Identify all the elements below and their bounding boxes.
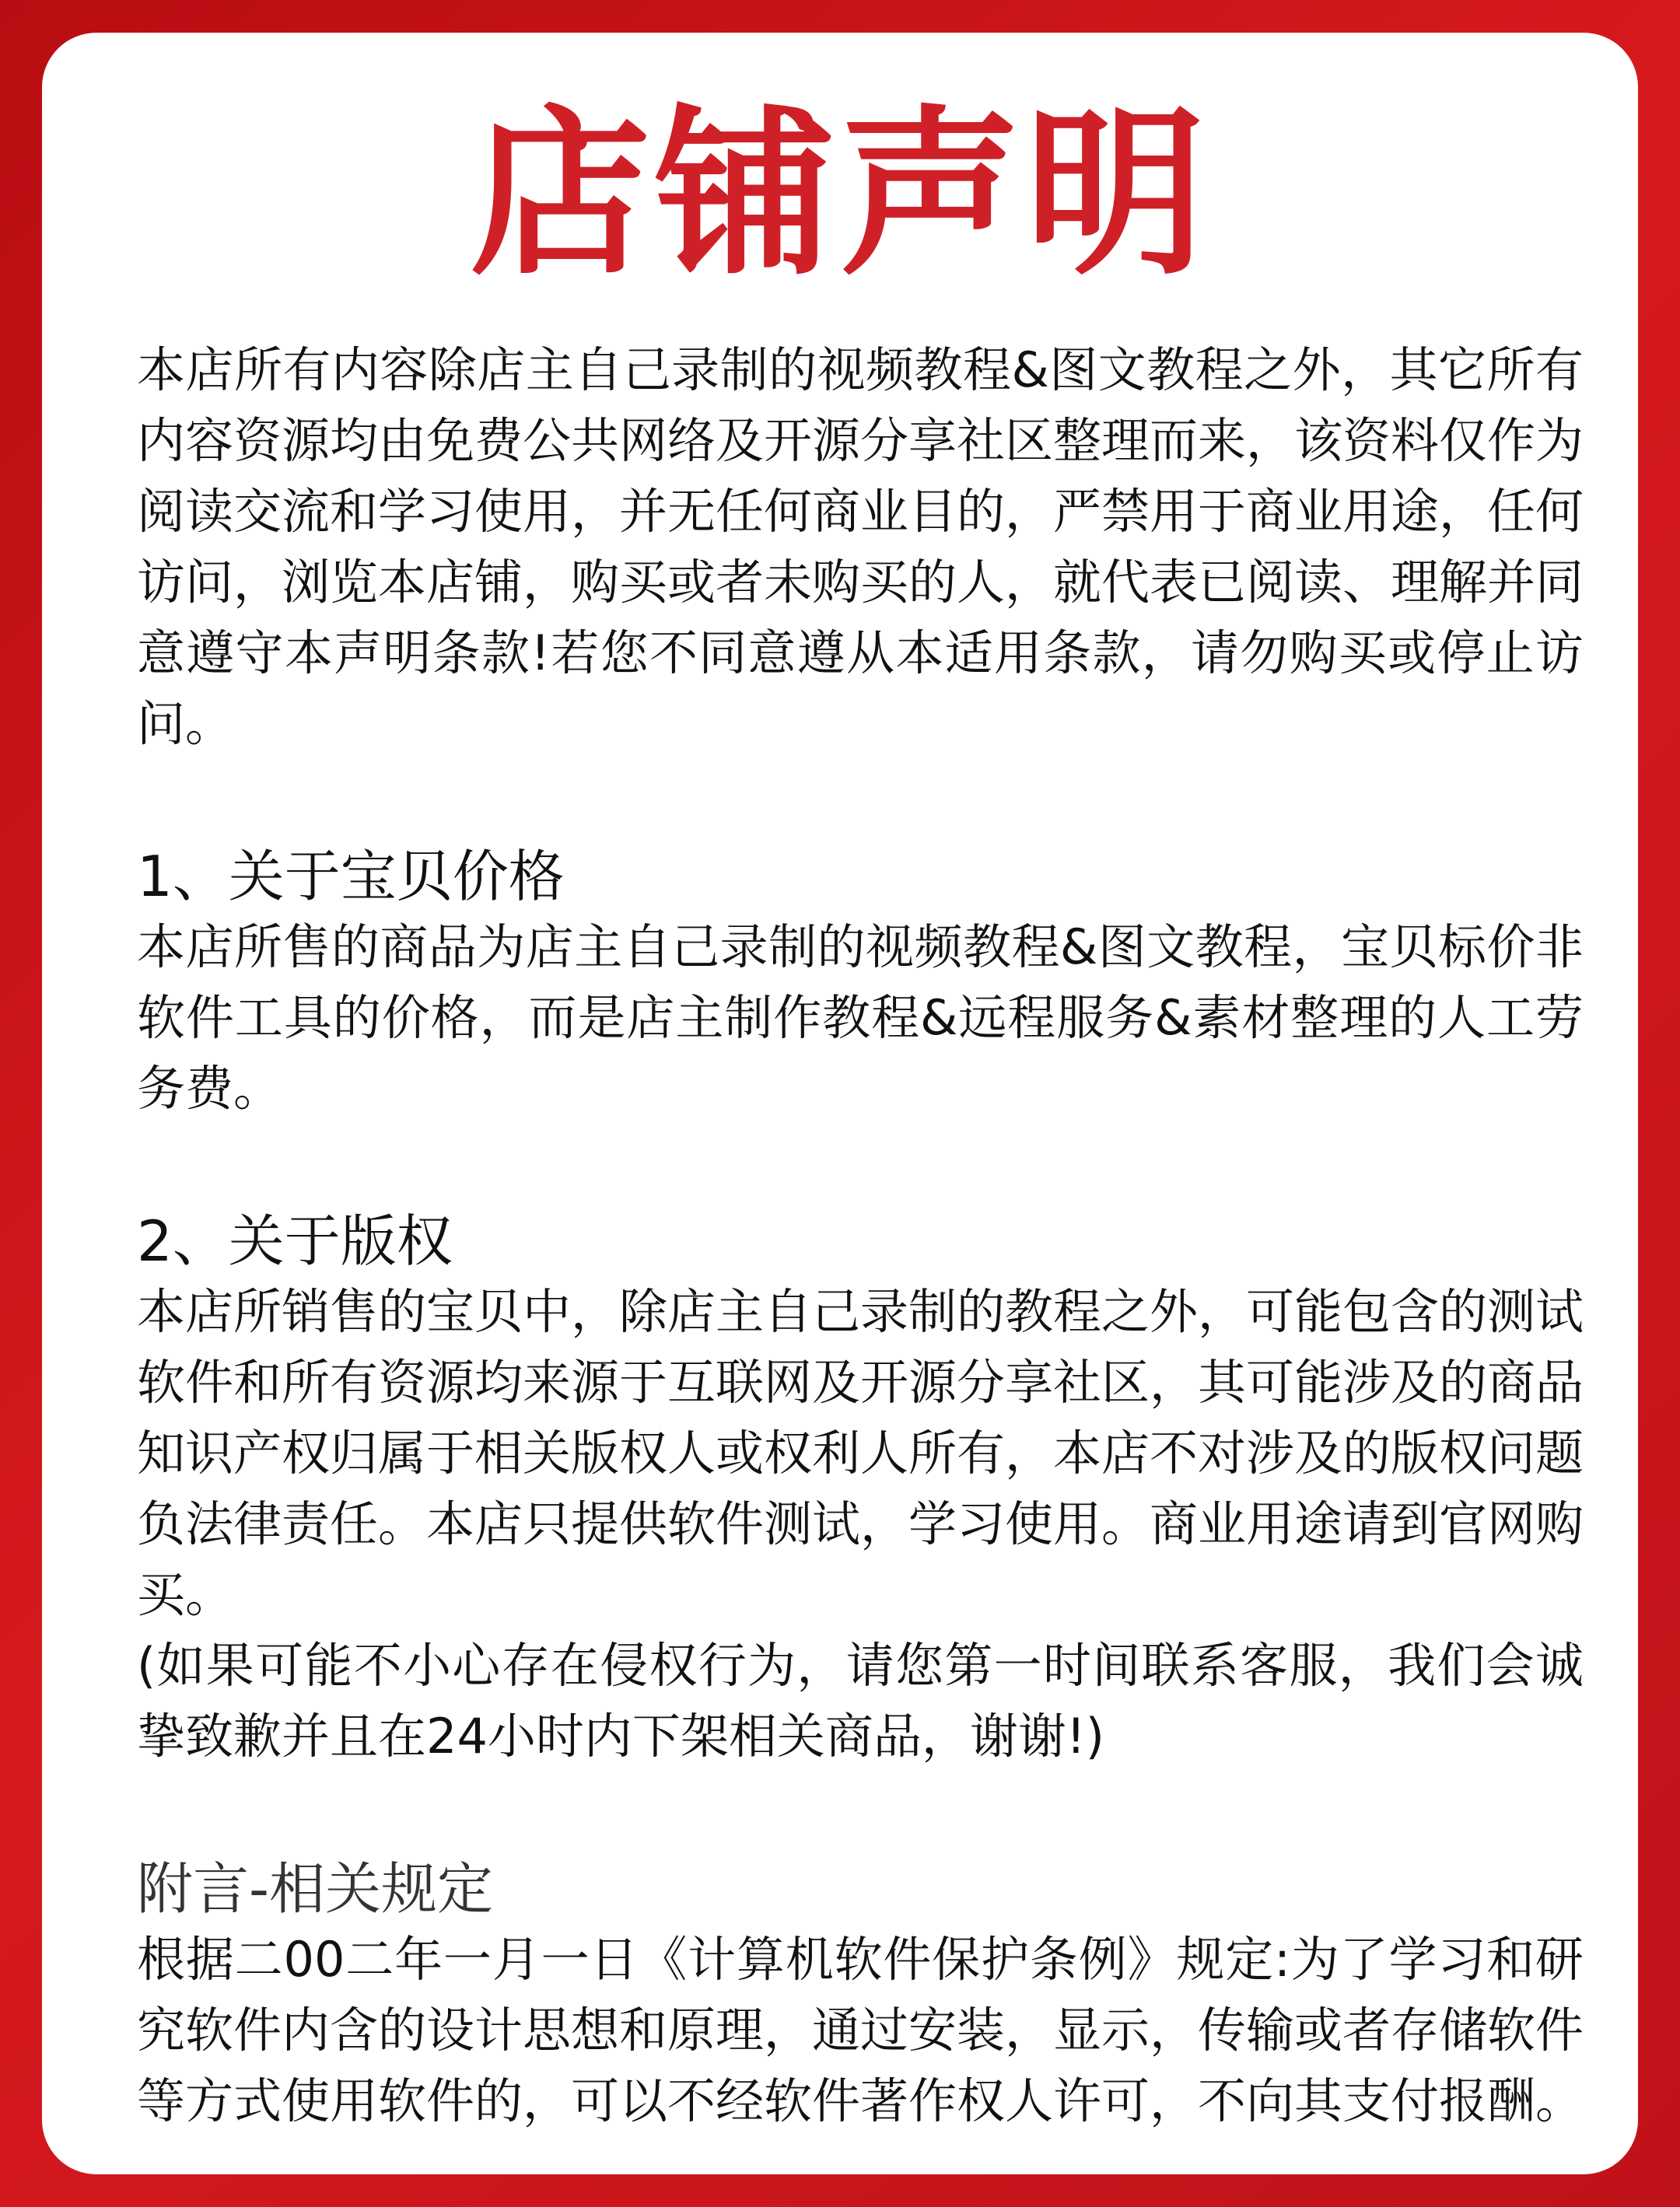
- statement-card: [42, 33, 1638, 2174]
- section-copyright: [89, 1206, 1591, 1772]
- page-title: 店铺声明: [469, 89, 1210, 299]
- appendix-body: 根据二00二年一月一日《计算机软件保护条例》规定:为了学习和研究软件内含的设计思想和原理，通过安装，显示，传输或者存储软件等方式使用软件的，可以不经软件著作权人许可，不向其支付报酬。: [137, 1931, 1584, 2129]
- section-price-heading: 1、关于宝贝价格: [137, 844, 565, 909]
- section-price-body: 本店所售的商品为店主自己录制的视频教程&图文教程，宝贝标价非软件工具的价格，而是店主制作教程&远程服务&素材整理的人工劳务费。: [137, 918, 1584, 1117]
- section-copyright-note: (如果可能不小心存在侵权行为，请您第一时间联系客服，我们会诚挚致歉并且在24小时内下架相关商品，谢谢!): [137, 1637, 1584, 1765]
- section-price: [89, 841, 1591, 1124]
- intro-paragraph: 本店所有内容除店主自己录制的视频教程&图文教程之外，其它所有内容资源均由免费公共网络及开源分享社区整理而来，该资料仅作为阅读交流和学习使用，并无任何商业目的，严禁用于商业用途，任何访问，浏览本店铺，购买或者未购买的人，就代表已阅读、理解并同意遵守本声明条款!若您不同意遵从本适用条款，请勿购买或停止访问。: [137, 341, 1584, 752]
- section-appendix: [89, 1854, 1591, 2136]
- section-copyright-body: 本店所销售的宝贝中，除店主自己录制的教程之外，可能包含的测试软件和所有资源均来源于互联网及开源分享社区，其可能涉及的商品知识产权归属于相关版权人或权利人所有，本店不对涉及的版权问题负法律责任。本店只提供软件测试，学习使用。商业用途请到官网购买。: [137, 1283, 1584, 1623]
- section-copyright-heading: 2、关于版权: [137, 1208, 453, 1274]
- appendix-heading: 附言-相关规定: [137, 1856, 493, 1922]
